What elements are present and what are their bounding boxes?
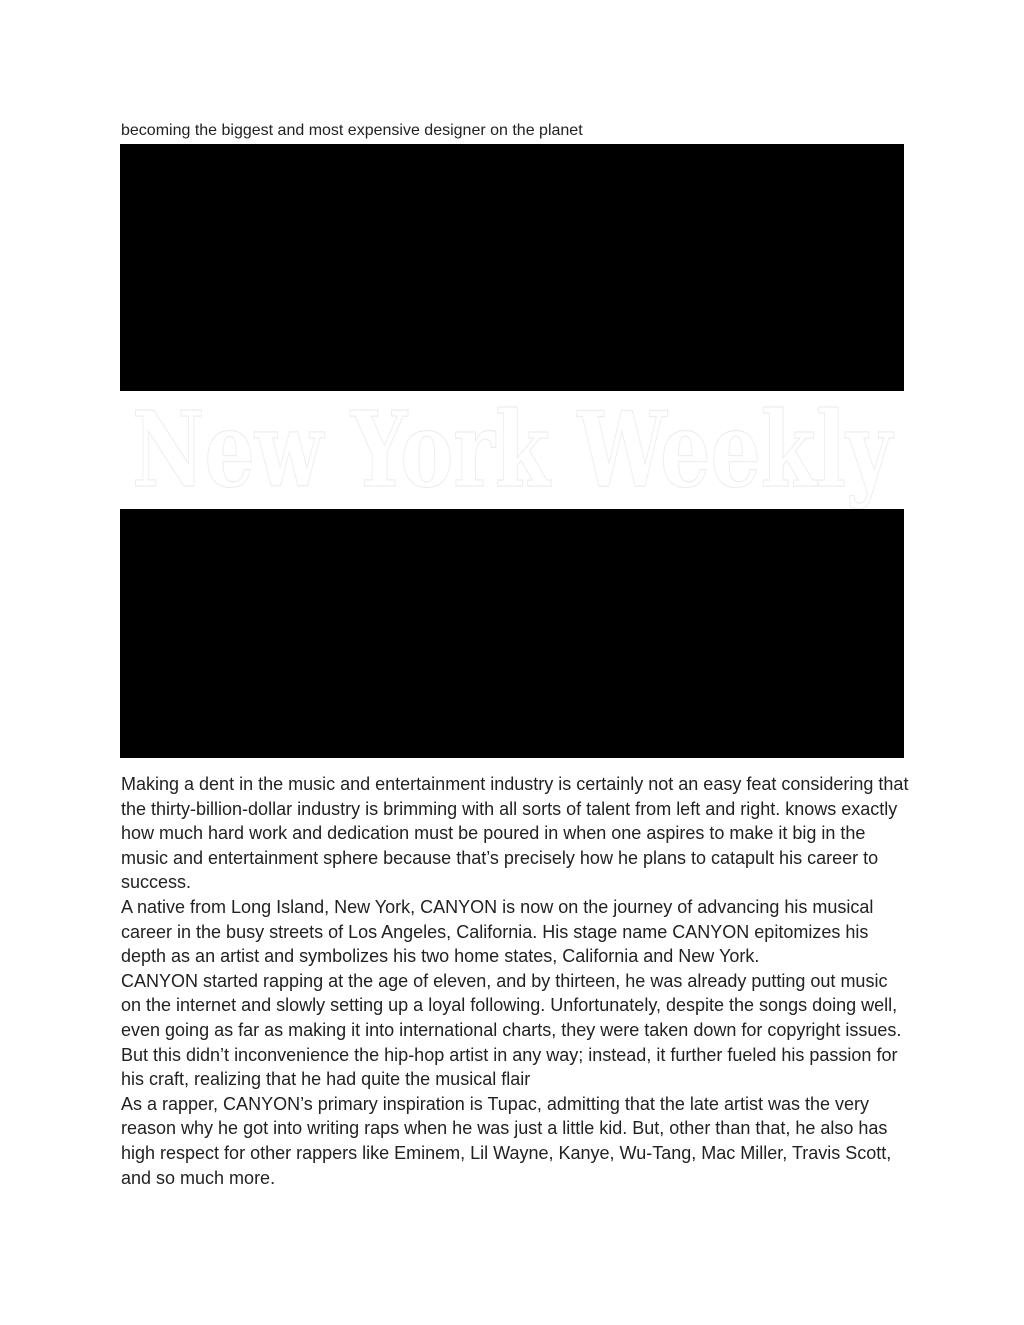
- banner-top-block: [120, 144, 904, 391]
- article-paragraph-3: CANYON started rapping at the age of eleven, and by thirteen, he was already putting out music on the internet and slowly setting up a loyal following. Unfortunately, despite the songs doing well, even going as far as making it into international charts, they were taken down for copyright issues. But this didn’t inconvenience the hip-hop artist in any way; instead, it further fueled his passion for his craft, realizing that he had quite the musical flair: [121, 970, 902, 1090]
- svg-text:New York Weekly: New York Weekly: [132, 391, 894, 509]
- article-paragraph-4: As a rapper, CANYON’s primary inspiration is Tupac, admitting that the late artist was the very reason why he got into writing raps when he was just a little kid. But, other than that, he also has high respect for other rappers like Eminem, Lil Wayne, Kanye, Wu-Tang, Mac Miller, Travis Scott, and so much more.: [121, 1093, 892, 1188]
- article-paragraph-1: Making a dent in the music and entertainment industry is certainly not an easy feat considering that the thirty-billion-dollar industry is brimming with all sorts of talent from left and right. knows exactly how much hard work and dedication must be poured in when one aspires to make it big in the music and entertainment sphere because that’s precisely how he plans to catapult his career to success.: [121, 774, 909, 893]
- image-caption: becoming the biggest and most expensive designer on the planet: [121, 122, 583, 139]
- masthead-logo: [120, 391, 904, 509]
- article-body: [121, 772, 911, 1190]
- banner-image: [120, 144, 904, 758]
- article-paragraph-2: A native from Long Island, New York, CANYON is now on the journey of advancing his musical career in the busy streets of Los Angeles, California. His stage name CANYON epitomizes his depth as an artist and symbolizes his two home states, California and New York.: [121, 896, 874, 967]
- banner-bottom-block: [120, 509, 904, 758]
